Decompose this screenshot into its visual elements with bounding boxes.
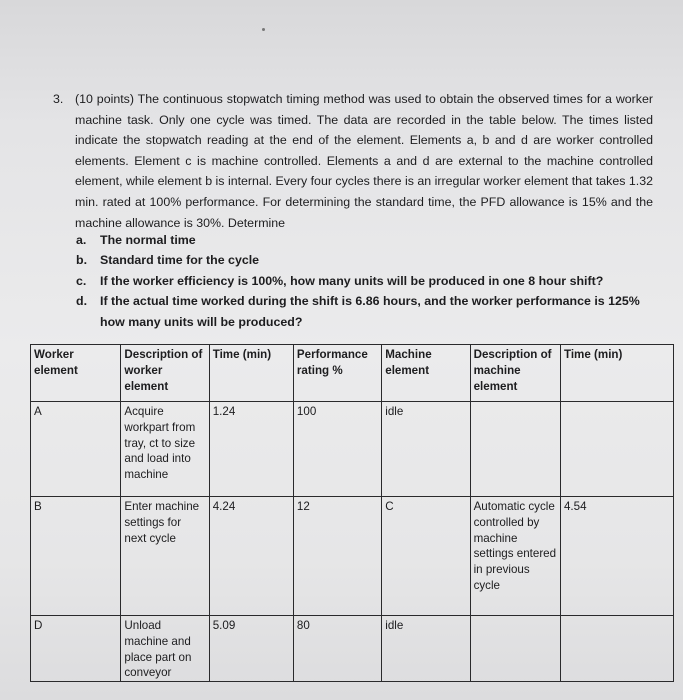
part-letter: b.: [76, 253, 88, 268]
cell-machine-element: idle: [382, 402, 470, 497]
cell-description-worker: Acquire workpart from tray, ct to size and load into machine: [121, 402, 209, 497]
header-description-worker: Description of worker element: [121, 345, 209, 402]
cell-worker-element: D: [31, 616, 121, 682]
header-description-machine: Description of machine element: [470, 345, 560, 402]
cell-performance: 12: [293, 497, 381, 616]
cell-description-worker: Unload machine and place part on conveyor: [121, 616, 209, 682]
table-row: [31, 616, 674, 682]
cell-time-machine: [560, 616, 673, 682]
paper-mark: [262, 28, 265, 31]
header-worker-element: Worker element: [31, 345, 121, 402]
cell-machine-element: idle: [382, 616, 470, 682]
question-part: [76, 271, 656, 291]
header-machine-element: Machine element: [382, 345, 470, 402]
table-row: [31, 402, 674, 497]
header-time-worker: Time (min): [209, 345, 293, 402]
cell-description-machine: [470, 402, 560, 497]
time-study-table: [30, 344, 674, 682]
question-part: [76, 230, 656, 250]
cell-performance: 100: [293, 402, 381, 497]
question-parts: [76, 230, 656, 332]
question-block: [53, 89, 653, 233]
cell-machine-element: C: [382, 497, 470, 616]
cell-description-worker: Enter machine settings for next cycle: [121, 497, 209, 616]
table-header-row: [31, 345, 674, 402]
cell-worker-element: A: [31, 402, 121, 497]
question-number: 3.: [53, 92, 64, 106]
cell-time-worker: 5.09: [209, 616, 293, 682]
header-time-machine: Time (min): [560, 345, 673, 402]
cell-performance: 80: [293, 616, 381, 682]
cell-time-machine: [560, 402, 673, 497]
cell-time-worker: 4.24: [209, 497, 293, 616]
question-part: [76, 291, 656, 332]
cell-time-worker: 1.24: [209, 402, 293, 497]
cell-worker-element: B: [31, 497, 121, 616]
part-text: Standard time for the cycle: [100, 253, 260, 268]
cell-description-machine: [470, 616, 560, 682]
part-letter: a.: [76, 233, 87, 247]
cell-time-machine: 4.54: [560, 497, 673, 616]
table-row: [31, 497, 674, 616]
part-text: The normal time: [100, 233, 196, 247]
cell-description-machine: Automatic cycle controlled by machine settings entered in previous cycle: [470, 497, 560, 616]
part-letter: d.: [76, 294, 88, 309]
part-text: If the worker efficiency is 100%, how many units will be produced in one 8 hour shift?: [100, 273, 604, 288]
part-letter: c.: [76, 273, 87, 288]
header-performance: Performance rating %: [293, 345, 381, 402]
question-part: [76, 250, 656, 270]
part-text: If the actual time worked during the shift is 6.86 hours, and the worker performance is 125% how many units will be produced?: [100, 294, 640, 329]
question-text: (10 points) The continuous stopwatch timing method was used to obtain the observed times for a worker machine task. Only one cycle was timed. The data are recorded in the table below. The times listed indicate the stopwatch reading at the end of the element. Elements a, b and d are worker controlled elements. Element c is machine controlled. Elements a and d are external to the machine controlled element, while element b is internal. Every four cycles there is an irregular worker element that takes 1.32 min. rated at 100% performance. For determining the standard time, the PFD allowance is 15% and the machine allowance is 30%. Determine: [75, 92, 653, 230]
